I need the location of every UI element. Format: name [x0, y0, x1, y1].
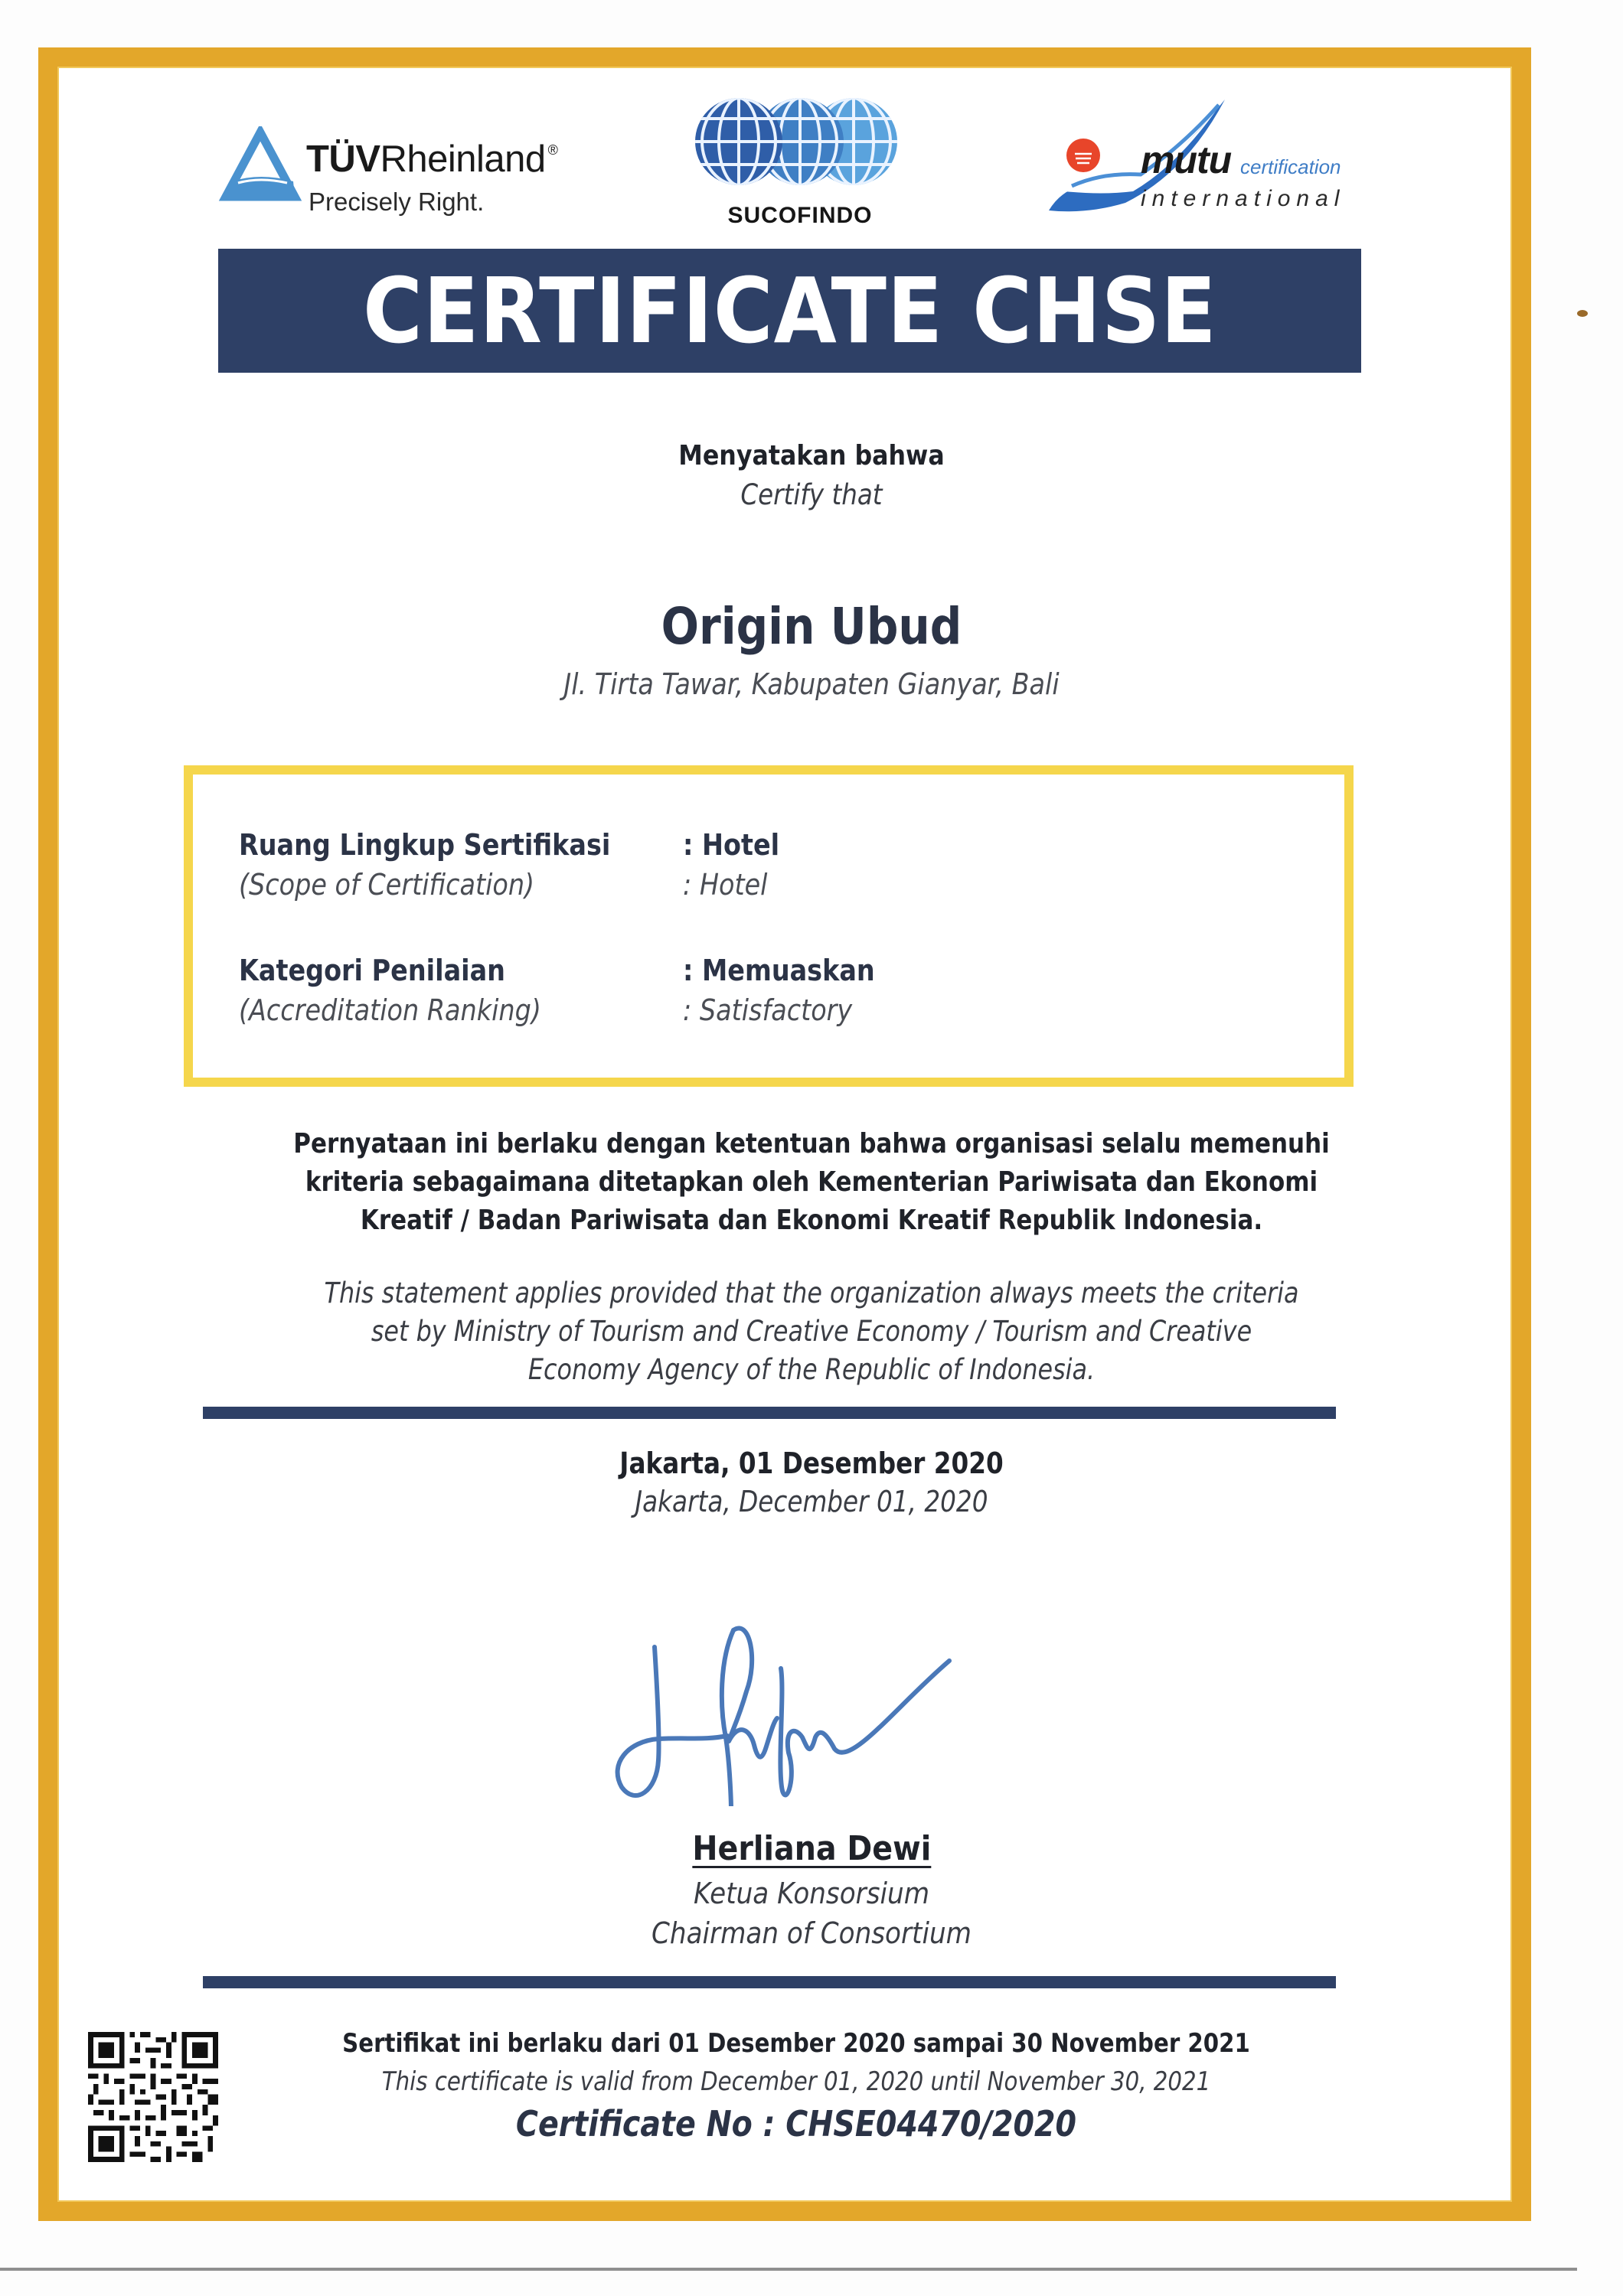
scope-value-id: : Hotel: [683, 828, 780, 862]
tuv-brand: TÜVRheinland ®: [306, 139, 558, 180]
statement-id: [113, 1125, 1509, 1240]
mutu-certification-logo: [1041, 96, 1378, 226]
mutu-certification-text: certification: [1240, 155, 1341, 178]
mutu-international-text: international: [1141, 186, 1346, 211]
organization-address: Jl. Tirta Tawar, Kabupaten Gianyar, Bali: [563, 667, 1060, 701]
ranking-value: [683, 954, 901, 1027]
qr-code[interactable]: [88, 2032, 218, 2162]
ranking-value-en: : Satisfactory: [683, 993, 853, 1027]
statement-en-line: This statement applies provided that the organization always meets the criteria: [324, 1277, 1299, 1309]
signatory-role-en: Chairman of Consortium: [651, 1916, 972, 1950]
title-banner: [218, 249, 1361, 373]
sucofindo-wordmark: SUCOFINDO: [727, 203, 873, 228]
scope-row-ranking: [239, 954, 875, 1027]
tuv-rheinland-logo: [218, 115, 616, 230]
certificate-number: Certificate No : CHSE04470/2020: [515, 2103, 1077, 2144]
page-edge-line: [0, 2268, 1577, 2271]
scope-box: [184, 765, 1354, 1087]
issue-date-id: Jakarta, 01 Desember 2020: [619, 1446, 1004, 1480]
signatory-name-text: Herliana Dewi: [692, 1829, 931, 1868]
scope-value-en: : Hotel: [683, 868, 768, 902]
statement-id-line: Kreatif / Badan Pariwisata dan Ekonomi Kreatif Republik Indonesia.: [360, 1205, 1263, 1236]
signatory-name: [0, 1829, 1623, 1868]
scope-label-en: (Scope of Certification): [239, 868, 535, 902]
intro-text-id: Menyatakan bahwa: [678, 440, 945, 471]
ranking-label-en: (Accreditation Ranking): [239, 993, 541, 1027]
scope-label-id: Ruang Lingkup Sertifikasi: [239, 828, 611, 862]
divider: [203, 1407, 1336, 1419]
statement-en: [113, 1274, 1509, 1389]
signatory-role-id: Ketua Konsorsium: [693, 1877, 930, 1910]
validity-text-en: This certificate is valid from December 01, 2020 until November 30, 2021: [381, 2066, 1211, 2097]
scope-row-scope: [239, 828, 780, 902]
intro-text-en: Certify that: [740, 478, 883, 511]
paper-speck: [1577, 310, 1588, 317]
mutu-wordmark: mutu: [1141, 139, 1232, 181]
statement-en-line: Economy Agency of the Republic of Indonesia.: [527, 1353, 1096, 1386]
ranking-label-id: Kategori Penilaian: [239, 954, 505, 987]
scope-value: [683, 828, 792, 902]
organization-name: Origin Ubud: [661, 597, 962, 656]
signature-image: [605, 1615, 1034, 1806]
ranking-value-id: : Memuaskan: [683, 954, 875, 987]
three-globes-icon: [693, 96, 907, 191]
statement-id-line: Pernyataan ini berlaku dengan ketentuan bahwa organisasi selalu memenuhi: [293, 1128, 1330, 1159]
tuv-tagline: Precisely Right.: [309, 188, 485, 216]
divider: [203, 1976, 1336, 1988]
validity-text-id: Sertifikat ini berlaku dari 01 Desember 2020 sampai 30 November 2021: [342, 2028, 1250, 2059]
statement-id-line: kriteria sebagaimana ditetapkan oleh Kementerian Pariwisata dan Ekonomi: [305, 1166, 1318, 1198]
triangle-wave-icon: [218, 126, 302, 210]
page-title: CERTIFICATE CHSE: [362, 258, 1217, 364]
sucofindo-logo: [693, 96, 907, 233]
statement-en-line: set by Ministry of Tourism and Creative Economy / Tourism and Creative: [371, 1315, 1252, 1348]
issue-date-en: Jakarta, December 01, 2020: [635, 1485, 988, 1518]
